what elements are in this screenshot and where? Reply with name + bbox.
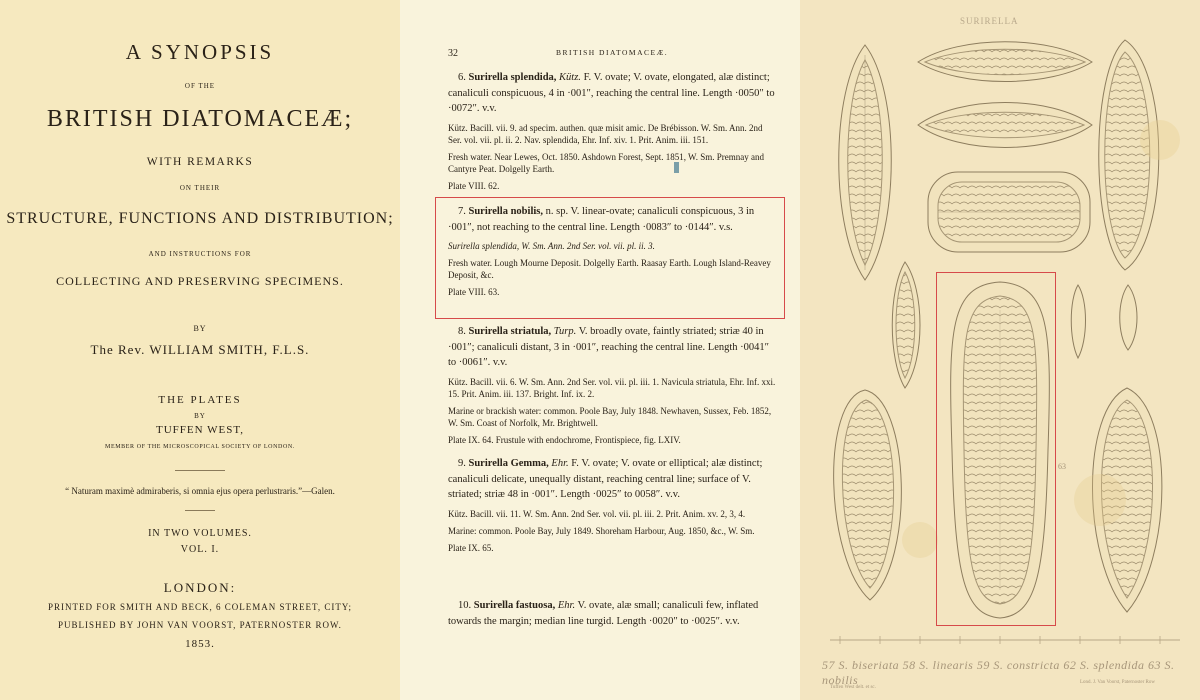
- entry-number: 8.: [458, 326, 466, 337]
- species-habitat: Marine or brackish water: common. Poole Bay, July 1848. Newhaven, Sussex, Feb. 1852, W. Sm. Coast of Norfolk, Mr. Brightwell.: [448, 405, 772, 428]
- plate-credit-left: Tuffen West delt. et sc.: [830, 685, 876, 690]
- species-entry: [448, 598, 778, 629]
- species-name: Surirella Gemma,: [468, 458, 549, 469]
- title-epigraph: “ Naturam maximè admiraberis, si omnia ejus opera perlustraris.”—Galen.: [65, 486, 335, 496]
- species-habitat: Fresh water. Near Lewes, Oct. 1850. Ashdown Forest, Sept. 1851, W. Sm. Premnay and Cantyre Peat. Dolgelly Earth.: [448, 151, 764, 174]
- species-authority: Turp.: [553, 326, 577, 337]
- figure-number: 63: [1058, 462, 1066, 471]
- species-description: F. V. ovate; V. ovate, elongated, alæ distinct; canaliculi conspicuous, 4 in ·001″, reaching the central line. Length ·0050″ to ·0072″. v.v.: [448, 72, 775, 114]
- entry-main: [448, 456, 778, 503]
- species-authority: n. sp.: [545, 206, 569, 217]
- species-authority: Ehr.: [551, 458, 569, 469]
- species-references: Kütz. Bacill. vii. 9. ad specim. authen. quæ misit amic. De Brébisson. W. Sm. Ann. 2nd Ser. vol. vii. pl. ii. 2. Nav. splendida, Ehr. Inf. xiv. 1. Prit. Anim. iii. 151.: [448, 122, 763, 145]
- species-plate-ref: Plate IX. 64. Frustule with endochrome, Frontispiece, fig. LXIV.: [448, 434, 681, 445]
- species-name: Surirella nobilis,: [468, 206, 543, 217]
- species-plate-ref: Plate VIII. 63.: [448, 287, 500, 297]
- species-entry: [448, 70, 778, 194]
- title-instructions-for: AND INSTRUCTIONS FOR: [148, 250, 252, 258]
- plate-credit-right: Lond. J. Van Voorst, Paternoster Row: [1080, 680, 1155, 685]
- title-on-their: ON THEIR: [179, 184, 221, 192]
- highlight-box-text: [435, 197, 785, 319]
- species-plate-ref: Plate VIII. 62.: [448, 180, 500, 191]
- diatom-figure: [1071, 285, 1085, 358]
- entry-number: 10.: [458, 600, 472, 611]
- species-entry: [448, 324, 778, 448]
- species-entry: [448, 456, 778, 556]
- entry-main: [448, 324, 778, 371]
- species-name: Surirella striatula,: [468, 326, 552, 337]
- title-publisher: PUBLISHED BY JOHN VAN VOORST, PATERNOSTER ROW.: [58, 620, 342, 630]
- title-volumes: IN TWO VOLUMES.: [148, 528, 252, 539]
- title-main: BRITISH DIATOMACEÆ;: [46, 106, 354, 132]
- plate-top-label: SURIRELLA: [960, 16, 1019, 26]
- species-habitat: Marine: common. Poole Bay, July 1849. Shoreham Harbour, Aug. 1850, &c., W. Sm.: [448, 525, 755, 536]
- title-line-synopsis: A SYNOPSIS: [125, 40, 275, 64]
- entry-main: [448, 598, 778, 629]
- title-rule-1: [175, 470, 225, 471]
- title-year: 1853.: [185, 638, 215, 650]
- species-references: Kütz. Bacill. vii. 6. W. Sm. Ann. 2nd Ser. vol. vii. pl. iii. 1. Navicula striatula, Ehr. Inf. xxi. 15. Prit. Anim. iii. 137. Bright. Inf. ix. 2.: [448, 376, 776, 399]
- page-number: 32: [448, 48, 458, 59]
- title-author: The Rev. WILLIAM SMITH, F.L.S.: [90, 342, 310, 357]
- page-mark: [674, 162, 679, 173]
- title-plates-by: BY: [194, 412, 206, 420]
- species-name: Surirella fastuosa,: [473, 600, 556, 611]
- species-habitat: Fresh water. Lough Mourne Deposit. Dolgelly Earth. Raasay Earth. Lough Island-Reavey Deposit, &c.: [448, 258, 771, 280]
- species-description: V. broadly ovate, faintly striated; striæ 40 in ·001″; canaliculi distant, 3 in ·001″, reaching the central line. Length ·0041″ to ·0061″. v.v.: [448, 326, 770, 368]
- title-by: BY: [193, 324, 207, 333]
- title-line-of-the: OF THE: [184, 82, 216, 90]
- species-references: Kütz. Bacill. vii. 11. W. Sm. Ann. 2nd Ser. vol. vii. pl. iii. 2. Prit. Anim. xv. 2, 3, 4.: [448, 508, 746, 519]
- entry-number: 9.: [458, 458, 466, 469]
- species-authority: Kütz.: [559, 72, 581, 83]
- entry-main: [448, 70, 778, 117]
- species-description: V. ovate, alæ small; canaliculi few, inflated towards the margin; median line turgid. Length ·0020″ to ·0025″. v.v.: [448, 600, 759, 627]
- title-with-remarks: WITH REMARKS: [146, 156, 254, 168]
- diatom-figure: [1120, 285, 1137, 350]
- species-name: Surirella splendida,: [468, 72, 557, 83]
- plate-caption: 57 S. biseriata 58 S. linearis 59 S. constricta 62 S. splendida 63 S. nobilis: [822, 658, 1175, 687]
- title-city: LONDON:: [163, 580, 237, 595]
- title-illustrator-affiliation: MEMBER OF THE MICROSCOPICAL SOCIETY OF LONDON.: [105, 444, 295, 450]
- entry-number: 7.: [458, 206, 466, 217]
- highlight-box-figure: [936, 272, 1056, 626]
- running-head: BRITISH DIATOMACEÆ.: [556, 48, 669, 57]
- species-authority: Ehr.: [557, 600, 576, 611]
- title-printer: PRINTED FOR SMITH AND BECK, 6 COLEMAN STREET, CITY;: [47, 602, 352, 612]
- title-collecting: COLLECTING AND PRESERVING SPECIMENS.: [56, 274, 344, 288]
- title-rule-2: [185, 510, 215, 511]
- species-plate-ref: Plate IX. 65.: [448, 542, 494, 553]
- title-illustrator: TUFFEN WEST,: [156, 424, 244, 436]
- title-structure: STRUCTURE, FUNCTIONS AND DISTRIBUTION;: [6, 210, 394, 227]
- title-plates-heading: THE PLATES: [158, 394, 242, 406]
- title-volume: VOL. I.: [180, 544, 220, 555]
- entry-number: 6.: [458, 72, 466, 83]
- species-description: F. V. ovate; V. ovate or elliptical; alæ distinct; canaliculi delicate, unequally distant, reaching central line; surface of V. striated; striæ 48 in ·001″. Length ·0025″ to 0058″. v.v.: [448, 458, 763, 500]
- species-description: V. linear-ovate; canaliculi conspicuous, 3 in ·001″, not reaching to the central line. Length ·0083″ to ·0144″. v.s.: [448, 206, 755, 233]
- species-references: Surirella splendida, W. Sm. Ann. 2nd Ser. vol. vii. pl. ii. 3.: [448, 241, 655, 251]
